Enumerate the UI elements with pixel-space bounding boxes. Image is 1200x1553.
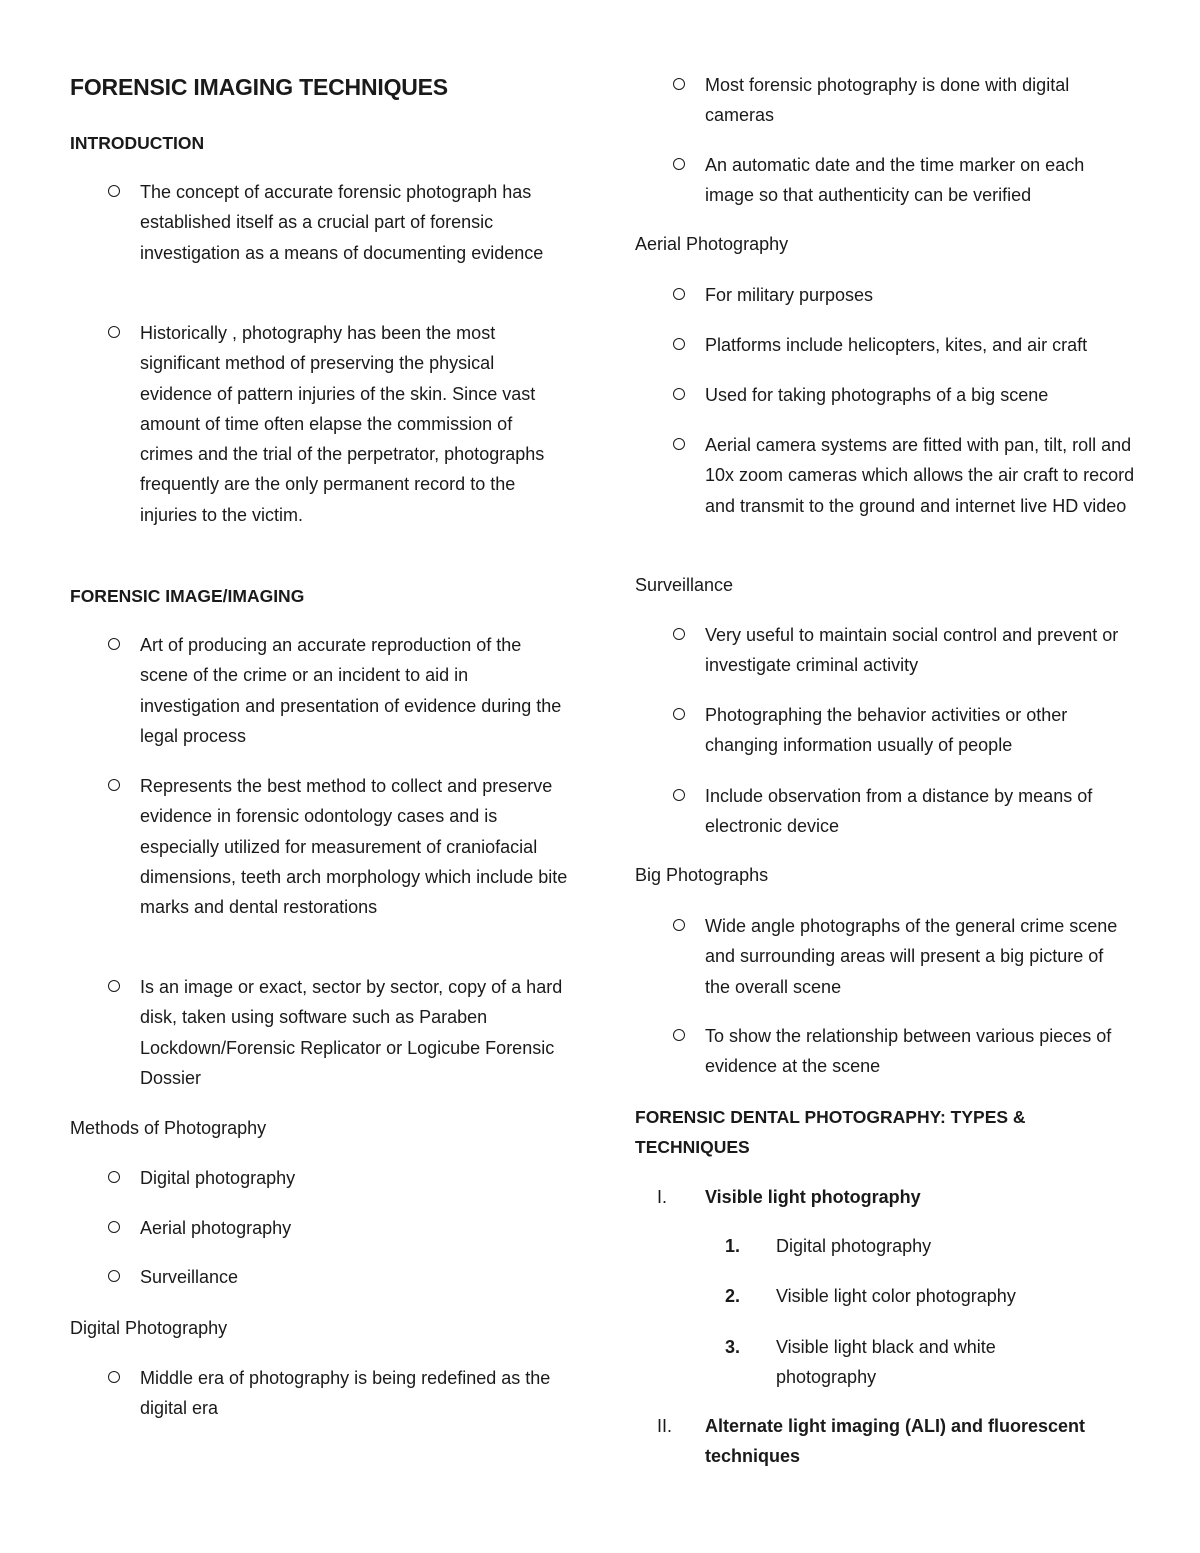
roman-numeral: II. [657, 1416, 673, 1436]
circle-bullet-icon [108, 779, 120, 791]
list-item: Most forensic photography is done with digital cameras [705, 75, 1070, 126]
list-item: Represents the best method to collect and preserve evidence in forensic odontology cases and is especially utilized for measurement of craniofacial dimensions, teeth arch morphology which include bite marks and dental restorations [140, 776, 568, 918]
numbered-item: Visible light color photography [776, 1286, 1016, 1306]
dental-photography-heading-line1: FORENSIC DENTAL PHOTOGRAPHY: TYPES & [635, 1107, 1026, 1127]
list-number: 2. [725, 1286, 741, 1306]
circle-bullet-icon [673, 438, 685, 450]
list-item: Surveillance [140, 1267, 239, 1287]
document-title: FORENSIC IMAGING TECHNIQUES [70, 74, 448, 100]
circle-bullet-icon [108, 326, 120, 338]
list-item: For military purposes [705, 285, 874, 305]
circle-bullet-icon [673, 388, 685, 400]
circle-bullet-icon [673, 338, 685, 350]
list-item: Aerial camera systems are fitted with pan, tilt, roll and 10x zoom cameras which allows the air craft to record and transmit to the ground and internet live HD video [705, 435, 1135, 516]
introduction-heading: INTRODUCTION [70, 133, 205, 153]
section-label: Visible light photography [705, 1187, 921, 1207]
circle-bullet-icon [108, 185, 120, 197]
list-item: Used for taking photographs of a big scene [705, 385, 1049, 405]
list-item: Include observation from a distance by means of electronic device [705, 786, 1093, 837]
list-item: Middle era of photography is being redefined as the digital era [140, 1368, 551, 1419]
list-number: 1. [725, 1236, 741, 1256]
list-item: Art of producing an accurate reproduction of the scene of the crime or an incident to aid in investigation and presentation of evidence during the legal process [140, 635, 562, 746]
circle-bullet-icon [108, 1221, 120, 1233]
circle-bullet-icon [108, 1171, 120, 1183]
circle-bullet-icon [108, 1270, 120, 1282]
digital-photography-heading: Digital Photography [70, 1318, 228, 1338]
list-item: An automatic date and the time marker on each image so that authenticity can be verified [705, 155, 1085, 206]
circle-bullet-icon [108, 1371, 120, 1383]
circle-bullet-icon [108, 980, 120, 992]
section-label: Alternate light imaging (ALI) and fluorescent techniques [705, 1416, 1086, 1467]
list-item: To show the relationship between various pieces of evidence at the scene [705, 1026, 1112, 1077]
list-item: Wide angle photographs of the general crime scene and surrounding areas will present a big picture of the overall scene [705, 916, 1118, 997]
circle-bullet-icon [673, 78, 685, 90]
list-number: 3. [725, 1337, 741, 1357]
roman-numeral: I. [657, 1187, 668, 1207]
list-item: Very useful to maintain social control and prevent or investigate criminal activity [705, 625, 1119, 676]
circle-bullet-icon [108, 638, 120, 650]
numbered-item: Visible light black and white photography [776, 1337, 996, 1388]
big-photographs-heading: Big Photographs [635, 865, 769, 885]
dental-photography-heading-line2: TECHNIQUES [635, 1137, 750, 1157]
list-item: Is an image or exact, sector by sector, copy of a hard disk, taken using software such as Paraben Lockdown/Forensic Replicator or Logicube Forensic Dossier [140, 977, 563, 1088]
forensic-imaging-heading: FORENSIC IMAGE/IMAGING [70, 586, 305, 606]
circle-bullet-icon [673, 708, 685, 720]
circle-bullet-icon [673, 288, 685, 300]
circle-bullet-icon [673, 919, 685, 931]
list-item: The concept of accurate forensic photograph has established itself as a crucial part of forensic investigation as a means of documenting evidence [140, 182, 544, 263]
circle-bullet-icon [673, 1029, 685, 1041]
circle-bullet-icon [673, 628, 685, 640]
circle-bullet-icon [673, 789, 685, 801]
aerial-photography-heading: Aerial Photography [635, 234, 789, 254]
list-item: Historically , photography has been the most significant method of preserving the physical evidence of pattern injuries of the skin. Since vast amount of time often elapse the commission of crimes and the trial of the perpetrator, photographs frequently are the only permanent record to the injuries to the victim. [140, 323, 545, 525]
list-item: Aerial photography [140, 1218, 292, 1238]
methods-heading: Methods of Photography [70, 1118, 267, 1138]
list-item: Platforms include helicopters, kites, and air craft [705, 335, 1088, 355]
circle-bullet-icon [673, 158, 685, 170]
numbered-item: Digital photography [776, 1236, 932, 1256]
surveillance-heading: Surveillance [635, 575, 734, 595]
list-item: Digital photography [140, 1168, 296, 1188]
list-item: Photographing the behavior activities or other changing information usually of people [705, 705, 1068, 756]
